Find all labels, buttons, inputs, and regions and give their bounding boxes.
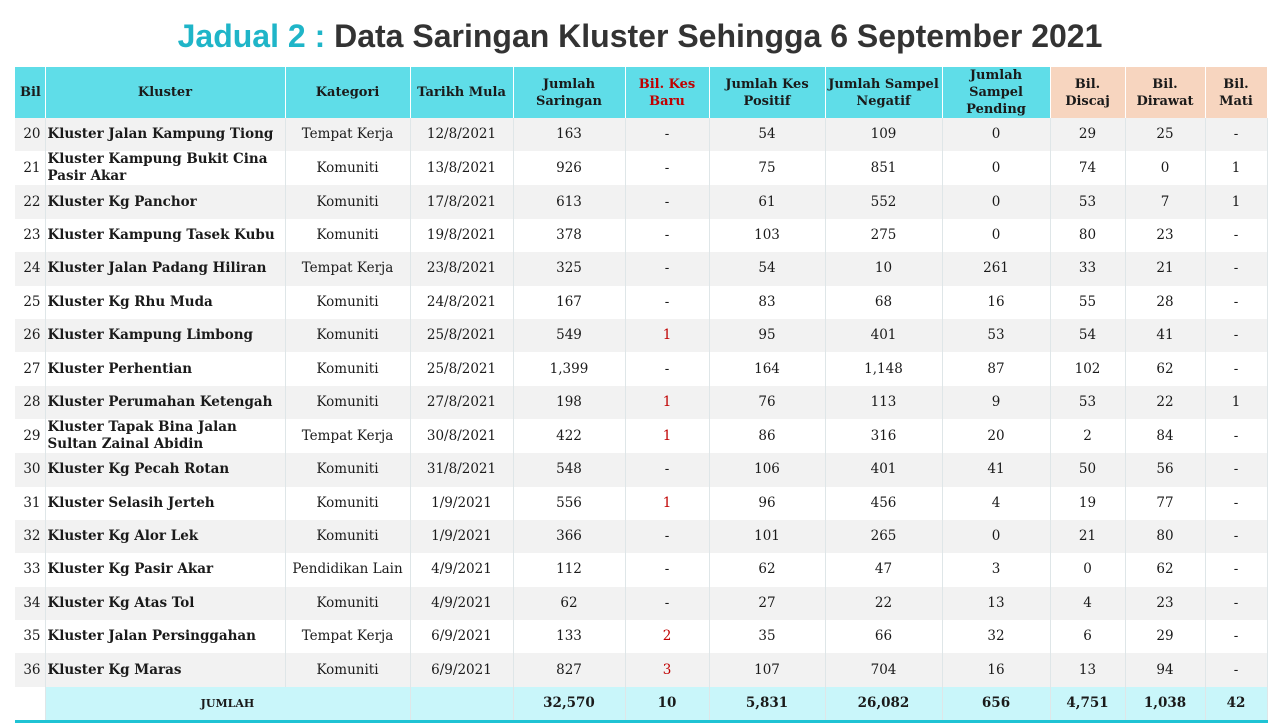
cell-bil-kes-baru: - [625,252,709,285]
cell-bil-dirawat: 41 [1125,319,1205,352]
cell-bil: 35 [15,620,45,653]
table-row [15,219,1267,252]
cell-jumlah-saringan: 613 [513,185,625,218]
header-sampel-negatif: Jumlah Sampel Negatif [825,67,942,118]
total-negatif: 26,082 [825,687,942,722]
table-row [15,319,1267,352]
cell-sampel-negatif: 851 [825,151,942,185]
table-row [15,587,1267,620]
cell-jumlah-saringan: 366 [513,520,625,553]
cell-bil-kes-baru: 1 [625,386,709,419]
title-accent: Jadual 2 : [177,18,326,54]
cell-kluster: Kluster Selasih Jerteh [45,487,285,520]
cell-bil-discaj: 13 [1050,653,1125,686]
cell-jumlah-saringan: 378 [513,219,625,252]
cell-sampel-negatif: 401 [825,453,942,486]
cell-tarikh-mula: 6/9/2021 [410,653,513,686]
cell-bil: 24 [15,252,45,285]
cell-bil-dirawat: 28 [1125,286,1205,319]
cell-bil-mati: 1 [1205,151,1267,185]
cell-jumlah-saringan: 62 [513,587,625,620]
cell-bil-kes-baru: 1 [625,487,709,520]
cell-kluster: Kluster Kg Maras [45,653,285,686]
header-bil-mati: Bil. Mati [1205,67,1267,118]
cell-bil: 21 [15,151,45,185]
header-bil-discaj: Bil. Discaj [1050,67,1125,118]
header-jumlah-kes-positif: Jumlah Kes Positif [709,67,825,118]
cell-bil-mati: 1 [1205,386,1267,419]
cell-kluster: Kluster Kg Rhu Muda [45,286,285,319]
table-body [15,118,1267,687]
cell-tarikh-mula: 17/8/2021 [410,185,513,218]
table-row [15,487,1267,520]
header-bil-dirawat: Bil. Dirawat [1125,67,1205,118]
cell-kategori: Komuniti [285,653,410,686]
cell-kluster: Kluster Tapak Bina Jalan Sultan Zainal Abidin [45,419,285,453]
cell-bil-discaj: 21 [1050,520,1125,553]
cell-bil: 34 [15,587,45,620]
header-bil: Bil [15,67,45,118]
cell-kategori: Komuniti [285,520,410,553]
total-saringan: 32,570 [513,687,625,722]
cell-bil-mati: 1 [1205,185,1267,218]
cell-sampel-negatif: 47 [825,553,942,586]
cell-sampel-pending: 0 [942,151,1050,185]
cell-bil-discaj: 55 [1050,286,1125,319]
cell-tarikh-mula: 19/8/2021 [410,219,513,252]
cell-bil-discaj: 54 [1050,319,1125,352]
cell-jumlah-kes-positif: 95 [709,319,825,352]
cell-jumlah-saringan: 163 [513,118,625,151]
cell-bil-discaj: 29 [1050,118,1125,151]
cell-kluster: Kluster Kg Panchor [45,185,285,218]
cell-bil-mati: - [1205,252,1267,285]
cell-sampel-negatif: 316 [825,419,942,453]
cell-jumlah-kes-positif: 86 [709,419,825,453]
cell-sampel-negatif: 22 [825,587,942,620]
table-row [15,620,1267,653]
cell-kategori: Tempat Kerja [285,620,410,653]
cell-jumlah-saringan: 325 [513,252,625,285]
cell-tarikh-mula: 13/8/2021 [410,151,513,185]
cell-bil: 36 [15,653,45,686]
cell-sampel-pending: 20 [942,419,1050,453]
totals-empty [410,687,513,722]
cell-bil-mati: - [1205,352,1267,385]
cell-kluster: Kluster Kampung Limbong [45,319,285,352]
cell-bil: 23 [15,219,45,252]
cell-bil-mati: - [1205,520,1267,553]
cell-sampel-pending: 0 [942,118,1050,151]
page-title [0,14,1280,58]
cell-sampel-negatif: 1,148 [825,352,942,385]
cell-kategori: Komuniti [285,587,410,620]
cell-kategori: Tempat Kerja [285,252,410,285]
totals-label: JUMLAH [45,687,410,722]
cell-bil-dirawat: 21 [1125,252,1205,285]
cell-jumlah-kes-positif: 164 [709,352,825,385]
cell-kluster: Kluster Perhentian [45,352,285,385]
cell-bil-dirawat: 22 [1125,386,1205,419]
cell-bil-mati: - [1205,653,1267,686]
cell-kategori: Komuniti [285,286,410,319]
cell-bil-kes-baru: - [625,219,709,252]
cell-sampel-pending: 16 [942,286,1050,319]
cell-bil-kes-baru: 3 [625,653,709,686]
table-row [15,453,1267,486]
cell-bil-discaj: 19 [1050,487,1125,520]
cell-bil-mati: - [1205,286,1267,319]
cell-bil-dirawat: 7 [1125,185,1205,218]
title-main: Data Saringan Kluster Sehingga 6 September 2021 [325,18,1103,54]
cell-bil-kes-baru: - [625,453,709,486]
cell-bil: 29 [15,419,45,453]
cell-sampel-pending: 16 [942,653,1050,686]
cell-sampel-pending: 32 [942,620,1050,653]
cell-tarikh-mula: 4/9/2021 [410,553,513,586]
cell-bil-kes-baru: - [625,520,709,553]
cell-bil: 33 [15,553,45,586]
cell-jumlah-kes-positif: 54 [709,252,825,285]
cell-kluster: Kluster Kg Atas Tol [45,587,285,620]
cell-kategori: Komuniti [285,386,410,419]
cell-bil-kes-baru: 2 [625,620,709,653]
total-pending: 656 [942,687,1050,722]
cell-bil: 32 [15,520,45,553]
cell-tarikh-mula: 1/9/2021 [410,487,513,520]
cluster-table [15,67,1268,723]
cell-bil-dirawat: 0 [1125,151,1205,185]
cell-kluster: Kluster Jalan Persinggahan [45,620,285,653]
cell-tarikh-mula: 30/8/2021 [410,419,513,453]
total-mati: 42 [1205,687,1267,722]
cell-jumlah-saringan: 556 [513,487,625,520]
cell-kategori: Komuniti [285,319,410,352]
cell-sampel-pending: 4 [942,487,1050,520]
cell-bil-discaj: 6 [1050,620,1125,653]
cell-bil-discaj: 4 [1050,587,1125,620]
table-row [15,553,1267,586]
cell-kluster: Kluster Perumahan Ketengah [45,386,285,419]
cell-bil-kes-baru: - [625,286,709,319]
cell-sampel-negatif: 68 [825,286,942,319]
cell-tarikh-mula: 25/8/2021 [410,352,513,385]
cell-kluster: Kluster Kg Pecah Rotan [45,453,285,486]
cell-jumlah-saringan: 549 [513,319,625,352]
cell-bil-kes-baru: - [625,151,709,185]
cell-bil-kes-baru: - [625,587,709,620]
cell-bil: 30 [15,453,45,486]
cell-sampel-pending: 53 [942,319,1050,352]
cell-bil: 27 [15,352,45,385]
cell-jumlah-saringan: 1,399 [513,352,625,385]
table-row [15,520,1267,553]
table-footer [15,687,1267,722]
cell-sampel-pending: 3 [942,553,1050,586]
table-row [15,386,1267,419]
cell-sampel-pending: 0 [942,520,1050,553]
cell-bil-dirawat: 25 [1125,118,1205,151]
cell-jumlah-kes-positif: 106 [709,453,825,486]
cell-bil-dirawat: 23 [1125,219,1205,252]
cell-jumlah-kes-positif: 103 [709,219,825,252]
cell-tarikh-mula: 24/8/2021 [410,286,513,319]
cell-kluster: Kluster Kampung Tasek Kubu [45,219,285,252]
cell-sampel-negatif: 456 [825,487,942,520]
cell-kategori: Komuniti [285,219,410,252]
cell-kluster: Kluster Kampung Bukit Cina Pasir Akar [45,151,285,185]
cell-sampel-pending: 41 [942,453,1050,486]
table-row [15,151,1267,185]
table-row [15,286,1267,319]
cell-kluster: Kluster Kg Pasir Akar [45,553,285,586]
cell-bil-dirawat: 84 [1125,419,1205,453]
table-row [15,118,1267,151]
cell-kategori: Pendidikan Lain [285,553,410,586]
cell-bil: 28 [15,386,45,419]
header-jumlah-saringan: Jumlah Saringan [513,67,625,118]
cell-bil-dirawat: 62 [1125,553,1205,586]
cell-jumlah-kes-positif: 107 [709,653,825,686]
cell-tarikh-mula: 4/9/2021 [410,587,513,620]
table-row [15,252,1267,285]
cell-bil-dirawat: 94 [1125,653,1205,686]
cell-sampel-negatif: 704 [825,653,942,686]
cell-jumlah-kes-positif: 27 [709,587,825,620]
cell-jumlah-kes-positif: 62 [709,553,825,586]
cell-sampel-pending: 261 [942,252,1050,285]
cell-tarikh-mula: 25/8/2021 [410,319,513,352]
header-sampel-pending: Jumlah Sampel Pending [942,67,1050,118]
cell-tarikh-mula: 23/8/2021 [410,252,513,285]
header-bil-kes-baru: Bil. Kes Baru [625,67,709,118]
cell-bil-mati: - [1205,419,1267,453]
cell-tarikh-mula: 6/9/2021 [410,620,513,653]
cell-bil-discaj: 80 [1050,219,1125,252]
total-kes-baru: 10 [625,687,709,722]
cell-sampel-negatif: 66 [825,620,942,653]
total-discaj: 4,751 [1050,687,1125,722]
cell-bil-kes-baru: - [625,553,709,586]
table-header [15,67,1267,118]
cell-sampel-negatif: 10 [825,252,942,285]
cell-bil-discaj: 53 [1050,185,1125,218]
cell-tarikh-mula: 27/8/2021 [410,386,513,419]
cell-jumlah-kes-positif: 83 [709,286,825,319]
cell-bil: 22 [15,185,45,218]
cell-bil-discaj: 2 [1050,419,1125,453]
cell-bil-dirawat: 23 [1125,587,1205,620]
cell-kategori: Komuniti [285,151,410,185]
cell-bil-discaj: 53 [1050,386,1125,419]
cell-kategori: Komuniti [285,185,410,218]
cell-jumlah-kes-positif: 101 [709,520,825,553]
cell-bil-discaj: 74 [1050,151,1125,185]
cell-sampel-pending: 87 [942,352,1050,385]
cell-bil-dirawat: 62 [1125,352,1205,385]
table-row [15,185,1267,218]
cell-kluster: Kluster Kg Alor Lek [45,520,285,553]
cell-jumlah-kes-positif: 75 [709,151,825,185]
cell-bil-kes-baru: - [625,118,709,151]
cell-jumlah-saringan: 198 [513,386,625,419]
header-tarikh-mula: Tarikh Mula [410,67,513,118]
cell-sampel-negatif: 275 [825,219,942,252]
cell-bil: 20 [15,118,45,151]
cell-kategori: Tempat Kerja [285,419,410,453]
cell-sampel-pending: 9 [942,386,1050,419]
cell-tarikh-mula: 1/9/2021 [410,520,513,553]
cell-bil-kes-baru: - [625,185,709,218]
cell-jumlah-kes-positif: 35 [709,620,825,653]
cell-sampel-negatif: 113 [825,386,942,419]
cell-sampel-pending: 0 [942,185,1050,218]
table-row [15,653,1267,686]
cell-bil: 31 [15,487,45,520]
total-positif: 5,831 [709,687,825,722]
table-row [15,352,1267,385]
cell-bil-kes-baru: 1 [625,319,709,352]
cell-kategori: Komuniti [285,487,410,520]
cell-jumlah-saringan: 112 [513,553,625,586]
cell-bil-mati: - [1205,219,1267,252]
cell-bil-dirawat: 29 [1125,620,1205,653]
cell-bil-discaj: 50 [1050,453,1125,486]
cell-jumlah-kes-positif: 61 [709,185,825,218]
cell-bil-dirawat: 80 [1125,520,1205,553]
cell-bil-mati: - [1205,587,1267,620]
cell-tarikh-mula: 31/8/2021 [410,453,513,486]
cell-bil-mati: - [1205,620,1267,653]
cell-bil-mati: - [1205,319,1267,352]
cell-jumlah-saringan: 548 [513,453,625,486]
cell-bil-mati: - [1205,453,1267,486]
cell-sampel-negatif: 401 [825,319,942,352]
totals-spacer [15,687,45,722]
cell-sampel-negatif: 109 [825,118,942,151]
cell-bil-discaj: 33 [1050,252,1125,285]
cell-kategori: Komuniti [285,453,410,486]
cell-jumlah-kes-positif: 96 [709,487,825,520]
cell-kategori: Komuniti [285,352,410,385]
cell-sampel-pending: 13 [942,587,1050,620]
cell-bil-mati: - [1205,553,1267,586]
cell-jumlah-kes-positif: 54 [709,118,825,151]
cell-bil-kes-baru: 1 [625,419,709,453]
cell-tarikh-mula: 12/8/2021 [410,118,513,151]
header-kluster: Kluster [45,67,285,118]
cell-bil-kes-baru: - [625,352,709,385]
cell-bil-mati: - [1205,487,1267,520]
cell-bil-discaj: 0 [1050,553,1125,586]
cell-sampel-negatif: 265 [825,520,942,553]
cell-bil-dirawat: 77 [1125,487,1205,520]
cell-sampel-pending: 0 [942,219,1050,252]
cell-kluster: Kluster Jalan Kampung Tiong [45,118,285,151]
table-row [15,419,1267,453]
total-dirawat: 1,038 [1125,687,1205,722]
cell-sampel-negatif: 552 [825,185,942,218]
cell-kategori: Tempat Kerja [285,118,410,151]
cell-bil-dirawat: 56 [1125,453,1205,486]
cell-jumlah-kes-positif: 76 [709,386,825,419]
cell-bil: 26 [15,319,45,352]
cell-jumlah-saringan: 827 [513,653,625,686]
cell-bil-mati: - [1205,118,1267,151]
cell-bil-discaj: 102 [1050,352,1125,385]
cell-jumlah-saringan: 167 [513,286,625,319]
cell-jumlah-saringan: 926 [513,151,625,185]
cell-kluster: Kluster Jalan Padang Hiliran [45,252,285,285]
cell-jumlah-saringan: 133 [513,620,625,653]
totals-row [15,687,1267,722]
cell-jumlah-saringan: 422 [513,419,625,453]
cell-bil: 25 [15,286,45,319]
header-kategori: Kategori [285,67,410,118]
